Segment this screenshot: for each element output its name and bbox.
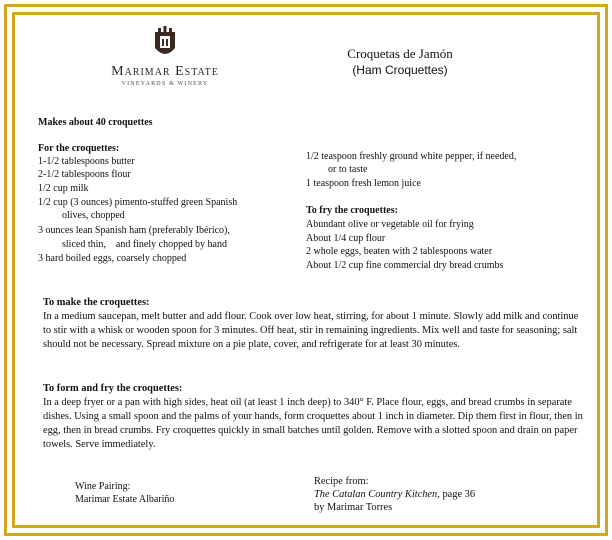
ingredient-item: or to taste <box>328 164 368 175</box>
wine-pairing-name: Marimar Estate Albariño <box>75 493 175 505</box>
recipe-title-block <box>300 46 500 77</box>
ingredient-item: 1/2 cup (3 ounces) pimento-stuffed green Spanish <box>38 197 238 208</box>
form-instructions: In a deep fryer or a pan with high sides, heat oil (at least 1 inch deep) to 340° F. Place flour, eggs, and bread crumbs in separate dishes. Using a small spoon and the palms of your hands, form croquettes about 1 inch in diameter. Dip them first in flour, then in egg, then in bread crumbs. Fry croquettes quickly in small batches until golden. Remove with a slotted spoon and drain on paper towels. Serve immediately. <box>43 397 583 450</box>
fry-heading: To fry the croquettes: <box>306 205 398 216</box>
ingredient-item: sliced thin, and finely chopped by hand <box>62 239 227 250</box>
brand-subtitle: VINEYARDS & WINERY <box>121 81 209 87</box>
source-book-line <box>314 488 475 501</box>
make-section <box>43 296 583 352</box>
make-instructions: In a medium saucepan, melt butter and add flour. Cook over low heat, stirring, for about 1 minute. Slowly add milk and continue to stir with a whisk or wooden spoon for 3 minutes. Off heat, stir in remaining ingredients. Mix well and taste for seasoning; salt should not be necessary. Spread mixture on a pie plate, cover, and refrigerate for at least 30 minutes. <box>43 311 579 350</box>
form-section <box>43 382 583 452</box>
brand-logo <box>100 26 230 87</box>
croquettes-heading: For the croquettes: <box>38 143 120 154</box>
wine-pairing-label: Wine Pairing: <box>75 481 131 492</box>
source-author: by Marimar Torres <box>314 502 393 513</box>
recipe-yield: Makes about 40 croquettes <box>38 117 153 128</box>
ingredient-item: 1/2 cup milk <box>38 183 89 194</box>
source-label: Recipe from: <box>314 476 369 487</box>
castle-crest-icon <box>152 26 178 60</box>
recipe-title: Croquetas de Jamón <box>347 46 453 61</box>
source-page: , page 36 <box>437 489 476 500</box>
recipe-subtitle: (Ham Croquettes) <box>352 63 448 77</box>
brand-name: Marimar Estate <box>111 64 219 79</box>
ingredient-item: 3 ounces lean Spanish ham (preferably Ibérico), <box>38 225 230 236</box>
wine-pairing <box>75 481 174 506</box>
ingredient-item: olives, chopped <box>62 210 125 221</box>
ingredient-item: Abundant olive or vegetable oil for frying <box>306 219 474 230</box>
recipe-source <box>314 475 475 514</box>
ingredient-item: 1/2 teaspoon freshly ground white pepper, if needed, <box>306 151 517 162</box>
ingredient-item: 2 whole eggs, beaten with 2 tablespoons water <box>306 246 493 257</box>
ingredient-item: 1-1/2 tablespoons butter <box>38 156 135 167</box>
form-heading: To form and fry the croquettes: <box>43 383 183 394</box>
source-book-title: The Catalan Country Kitchen <box>314 489 438 500</box>
ingredient-item: 1 teaspoon fresh lemon juice <box>306 178 421 189</box>
ingredient-item: About 1/2 cup fine commercial dry bread crumbs <box>306 260 504 271</box>
ingredient-item: 2-1/2 tablespoons flour <box>38 169 131 180</box>
ingredient-item: About 1/4 cup flour <box>306 233 386 244</box>
make-heading: To make the croquettes: <box>43 297 150 308</box>
ingredient-item: 3 hard boiled eggs, coarsely chopped <box>38 253 187 264</box>
